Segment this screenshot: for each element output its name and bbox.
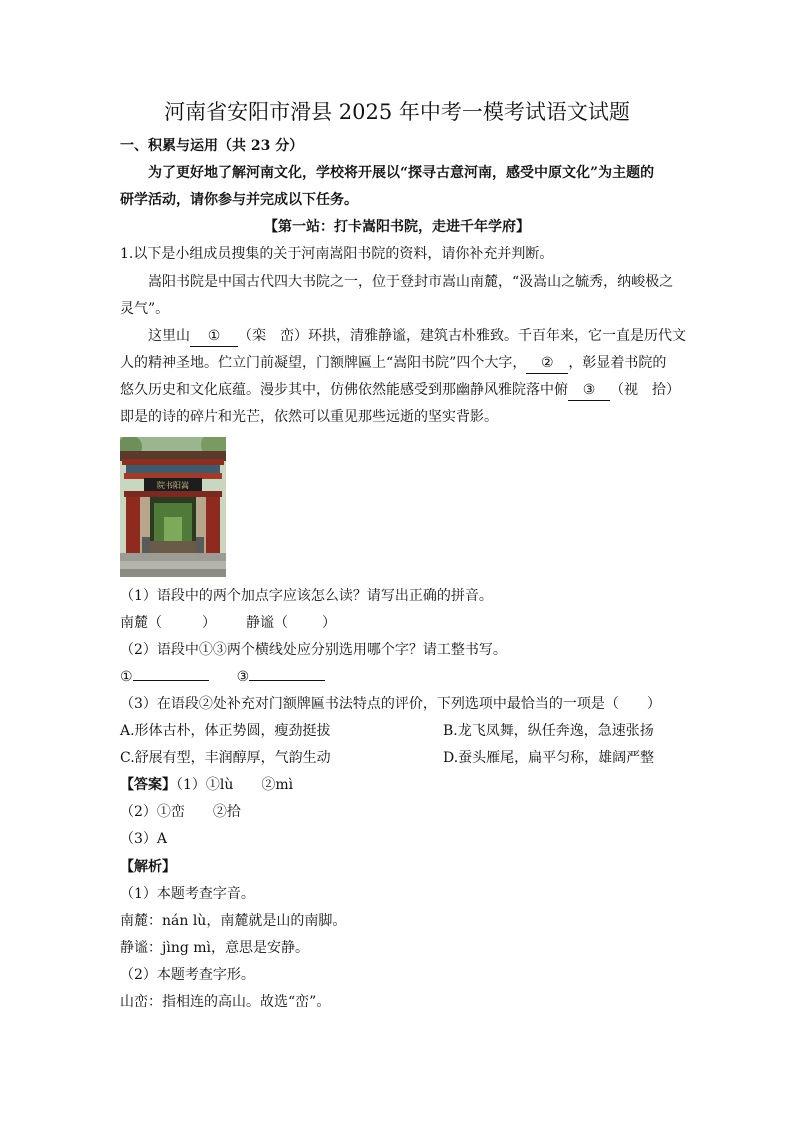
answer-line-2: （2）①峦 ②拾 [120, 804, 241, 820]
passage-p2-line-1 [148, 326, 686, 347]
option-a: A.形体古朴，体正势圆，瘦劲挺拔 [120, 723, 331, 739]
fill-text: 静谧（ [246, 615, 288, 631]
section-heading: 一、积累与运用（共 23 分） [120, 138, 304, 154]
passage-text: ，彰显着书院的 [568, 355, 667, 371]
sub-question-2-fill [120, 667, 325, 687]
fill-text: ① [120, 669, 133, 685]
sub-question-1-fill [120, 613, 336, 633]
answer-line [133, 680, 209, 681]
analysis-line-1: （1）本题考查字音。 [120, 886, 255, 902]
option-b: B.龙飞凤舞，纵任奔逸，急速张扬 [443, 723, 654, 739]
station-heading: 【第一站：打卡嵩阳书院，走进千年学府】 [264, 219, 530, 235]
answer-line-1 [120, 775, 293, 795]
passage-text: 人的精神圣地。伫立门前凝望，门额牌匾上“嵩阳书院”四个大字， [120, 355, 527, 371]
blank-1: ① [190, 326, 238, 347]
sub-question-2: （2）语段中①③两个横线处应分别选用哪个字？请工整书写。 [120, 642, 507, 658]
passage-text: （栾 峦）环拱，清雅静谧，建筑古朴雅致。千百年来，它一直是历代文 [238, 328, 686, 344]
option-d: D.蚕头雁尾，扁平匀称，雄阔严整 [443, 750, 655, 766]
analysis-line-5: 山峦：指相连的高山。故选“峦”。 [120, 994, 331, 1010]
intro-line-2: 研学活动，请你参与并完成以下任务。 [120, 192, 358, 208]
sub-question-1: （1）语段中的两个加点字应该怎么读？请写出正确的拼音。 [120, 588, 493, 604]
passage-text: 这里山 [148, 328, 190, 344]
analysis-line-2: 南麓：nán lù，南麓就是山的南脚。 [120, 913, 347, 929]
document-title: 河南省安阳市滑县 2025 年中考一模考试语文试题 [164, 100, 630, 124]
sub-question-3: （3）在语段②处补充对门额牌匾书法特点的评价，下列选项中最恰当的一项是（ ） [120, 696, 661, 712]
answer-text: （1）①lù ②mì [176, 777, 294, 793]
gate-plaque-text: 院书阳嵩 [157, 481, 189, 490]
fill-text: ③ [236, 669, 250, 685]
passage-p1-line-2: 灵气”。 [120, 301, 170, 317]
fill-text: 南麓（ [120, 615, 162, 631]
passage-p2-line-3 [120, 380, 680, 401]
fill-text: ） [322, 615, 336, 631]
option-c: C.舒展有型，丰润醇厚，气韵生动 [120, 750, 331, 766]
passage-p1-line-1: 嵩阳书院是中国古代四大书院之一，位于登封市嵩山南麓，“汲嵩山之毓秀，纳峻极之 [148, 274, 674, 290]
answer-heading: 【答案】 [120, 777, 176, 793]
analysis-line-3: 静谧：jìng mì，意思是安静。 [120, 940, 309, 956]
passage-p2-line-4: 即是的诗的碎片和光芒，依然可以重见那些远逝的坚实背影。 [120, 409, 498, 425]
analysis-heading: 【解析】 [120, 859, 176, 875]
blank-3: ③ [568, 380, 610, 401]
academy-gate-photo [120, 437, 226, 577]
passage-p2-line-2 [120, 353, 666, 374]
analysis-line-4: （2）本题考查字形。 [120, 967, 255, 983]
passage-text: 悠久历史和文化底蕴。漫步其中，仿佛依然能感受到那幽静风雅院落中俯 [120, 382, 568, 398]
fill-text: ） [202, 615, 216, 631]
answer-line [249, 680, 325, 681]
question-1: 1.以下是小组成员搜集的关于河南嵩阳书院的资料，请你补充并判断。 [120, 246, 554, 262]
intro-line-1: 为了更好地了解河南文化，学校将开展以“探寻古意河南，感受中原文化”为主题的 [148, 165, 655, 181]
passage-text: （视 拾） [610, 382, 680, 398]
answer-line-3: （3）A [120, 831, 168, 847]
blank-2: ② [526, 353, 568, 374]
